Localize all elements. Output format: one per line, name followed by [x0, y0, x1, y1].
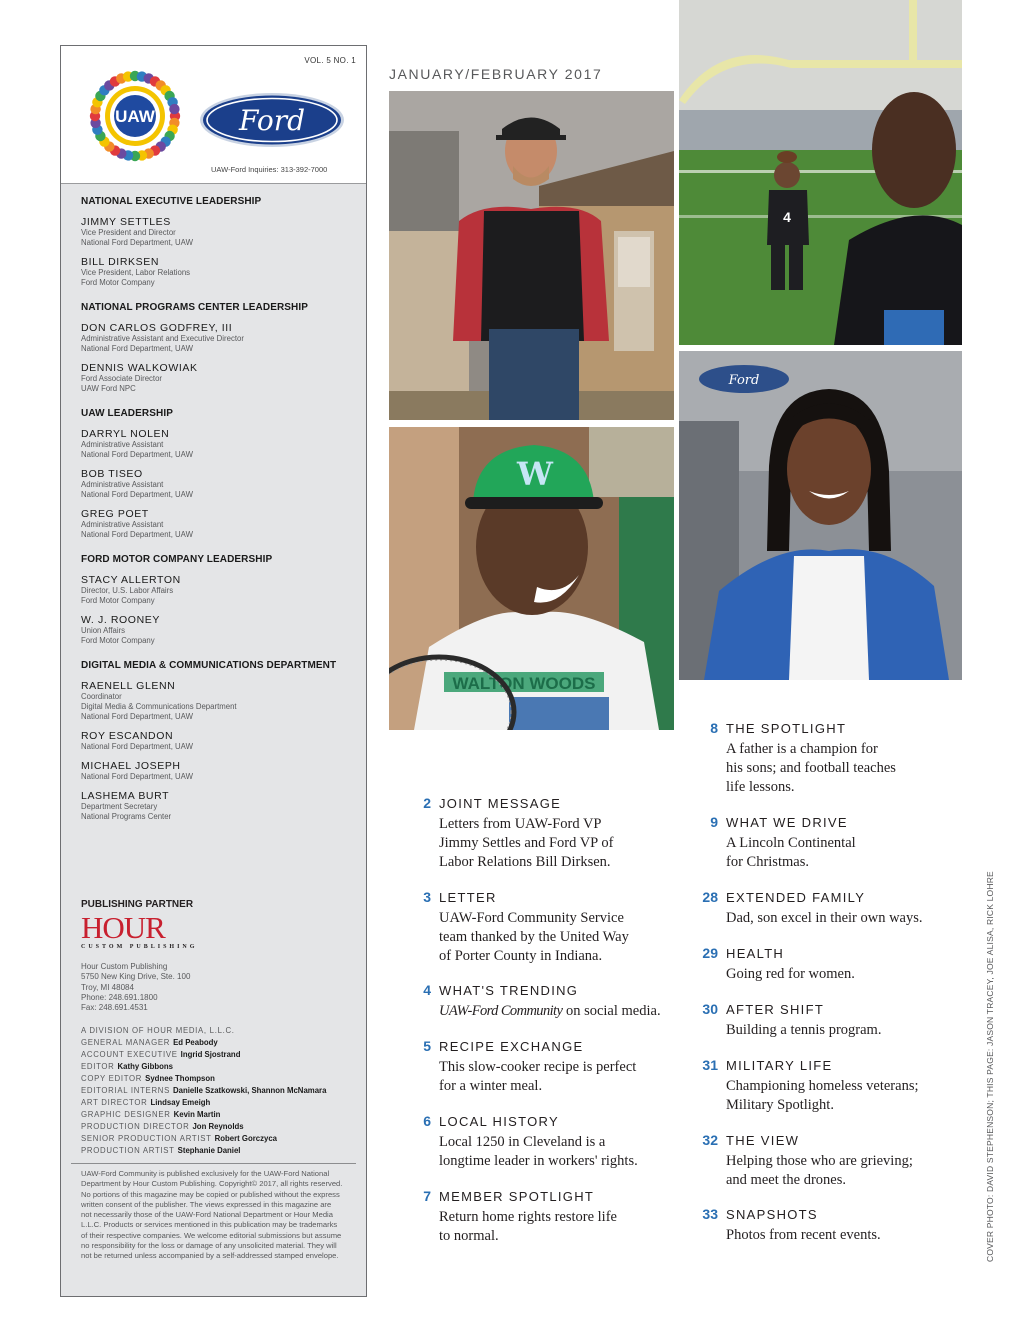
toc-description-line: life lessons. — [726, 779, 795, 795]
toc-description-line: team thanked by the United Way — [439, 929, 629, 945]
person-title-line: National Ford Department, UAW — [81, 712, 193, 721]
staff-role: GRAPHIC DESIGNER — [81, 1110, 171, 1119]
person-title-line: National Ford Department, UAW — [81, 450, 193, 459]
toc-page-number: 7 — [423, 1188, 431, 1204]
address-line: Fax: 248.691.4531 — [81, 1003, 148, 1013]
person-title-line: Ford Associate Director — [81, 374, 163, 383]
staff-name: Ingrid Sjostrand — [180, 1050, 241, 1059]
staff-role: COPY EDITOR — [81, 1074, 143, 1083]
staff-row — [81, 1133, 366, 1145]
toc-description-line: A father is a champion for — [726, 741, 878, 757]
staff-row — [81, 1061, 366, 1073]
person-title-line: Administrative Assistant — [81, 480, 164, 489]
person-name: JIMMY SETTLES — [81, 216, 171, 228]
jersey-number: 4 — [783, 209, 791, 225]
person-name: MICHAEL JOSEPH — [81, 760, 181, 772]
staff-role: A DIVISION OF HOUR MEDIA, L.L.C. — [81, 1026, 235, 1035]
toc-title: THE SPOTLIGHT — [726, 721, 847, 736]
toc-description-line: for a winter meal. — [439, 1078, 543, 1094]
toc-description — [439, 1002, 661, 1021]
address-line: Phone: 248.691.1800 — [81, 992, 158, 1002]
inquiries-phone: UAW-Ford Inquiries: 313-392-7000 — [211, 165, 328, 174]
masthead-section-heading: FORD MOTOR COMPANY LEADERSHIP — [81, 554, 273, 565]
staff-row — [81, 1049, 366, 1061]
toc-title: LETTER — [439, 890, 497, 905]
publisher-address — [81, 962, 190, 1013]
person-title-line: Department Secretary — [81, 802, 158, 811]
staff-role: PRODUCTION ARTIST — [81, 1146, 175, 1155]
toc-description-line: Military Spotlight. — [726, 1097, 834, 1113]
staff-name: Sydnee Thompson — [145, 1074, 215, 1083]
person-title-line: National Ford Department, UAW — [81, 772, 193, 781]
person-title-line: Administrative Assistant — [81, 520, 164, 529]
hour-logo-word: HOUR — [81, 910, 165, 945]
masthead-person — [81, 428, 361, 460]
toc-title: WHAT WE DRIVE — [726, 815, 848, 830]
toc-description-line: his sons; and football teaches — [726, 760, 896, 776]
person-title-line: Administrative Assistant and Executive Director — [81, 334, 244, 343]
staff-role: GENERAL MANAGER — [81, 1038, 171, 1047]
staff-row — [81, 1037, 366, 1049]
person-name: BOB TISEO — [81, 468, 143, 480]
person-title-line: National Ford Department, UAW — [81, 238, 193, 247]
toc-description — [439, 1208, 617, 1246]
toc-description-line: to normal. — [439, 1228, 499, 1244]
person-title-line: Digital Media & Communications Department — [81, 702, 237, 711]
cap-logo-text: W — [517, 455, 553, 493]
toc-page-number: 9 — [710, 814, 718, 830]
publication-name: UAW-Ford Community — [439, 1003, 563, 1019]
toc-description — [726, 1226, 881, 1245]
staff-role: EDITOR — [81, 1062, 115, 1071]
staff-name: Robert Gorczyca — [214, 1134, 277, 1143]
uaw-logo — [85, 66, 185, 166]
issue-date: JANUARY/FEBRUARY 2017 — [389, 66, 603, 82]
staff-name: Kathy Gibbons — [117, 1062, 173, 1071]
toc-description-line: Championing homeless veterans; — [726, 1078, 919, 1094]
toc-description — [726, 1021, 881, 1040]
toc-description — [439, 1058, 636, 1096]
staff-name: Jon Reynolds — [192, 1122, 244, 1131]
staff-role: EDITORIAL INTERNS — [81, 1086, 171, 1095]
ford-sign-text: Ford — [728, 373, 760, 388]
person-title-line: Vice President and Director — [81, 228, 176, 237]
person-title-line: National Ford Department, UAW — [81, 742, 193, 751]
photo-football-practice — [679, 0, 962, 345]
person-title-line: National Ford Department, UAW — [81, 344, 193, 353]
toc-description-line: A Lincoln Continental — [726, 835, 856, 851]
masthead-person — [81, 362, 361, 394]
person-name: DENNIS WALKOWIAK — [81, 362, 198, 374]
masthead-person — [81, 790, 361, 822]
person-title-line: National Ford Department, UAW — [81, 530, 193, 539]
volume-number: VOL. 5 NO. 1 — [304, 56, 356, 65]
toc-description-line: Going red for women. — [726, 966, 855, 982]
toc-description-line: Labor Relations Bill Dirksen. — [439, 854, 611, 870]
toc-title: JOINT MESSAGE — [439, 796, 562, 811]
person-name: BILL DIRKSEN — [81, 256, 160, 268]
toc-page-number: 8 — [710, 720, 718, 736]
toc-description-line: and meet the drones. — [726, 1172, 846, 1188]
shirt-text: WALTON WOODS — [452, 674, 596, 693]
staff-row — [81, 1145, 366, 1157]
toc-description-line: longtime leader in workers' rights. — [439, 1153, 638, 1169]
person-name: STACY ALLERTON — [81, 574, 181, 586]
photo-tennis-coach — [389, 427, 674, 730]
masthead-person — [81, 730, 361, 752]
toc-page-number: 4 — [423, 982, 431, 998]
toc-description-line: Return home rights restore life — [439, 1209, 617, 1225]
staff-row — [81, 1073, 366, 1085]
toc-title: LOCAL HISTORY — [439, 1114, 559, 1129]
toc-description — [726, 1152, 913, 1190]
toc-description — [439, 1133, 638, 1171]
staff-name: Lindsay Emeigh — [150, 1098, 211, 1107]
masthead-person — [81, 508, 361, 540]
person-name: DON CARLOS GODFREY, III — [81, 322, 233, 334]
hour-logo — [81, 910, 198, 950]
hour-logo-sub: CUSTOM PUBLISHING — [81, 944, 198, 950]
person-name: DARRYL NOLEN — [81, 428, 170, 440]
staff-row — [81, 1097, 366, 1109]
toc-title: THE VIEW — [726, 1133, 800, 1148]
toc-title: EXTENDED FAMILY — [726, 890, 866, 905]
person-name: RAENELL GLENN — [81, 680, 176, 692]
address-line: Hour Custom Publishing — [81, 962, 168, 971]
staff-role: ACCOUNT EXECUTIVE — [81, 1050, 178, 1059]
staff-row — [81, 1109, 366, 1121]
toc-title: SNAPSHOTS — [726, 1207, 818, 1222]
toc-description — [726, 1077, 919, 1115]
person-title-line: Coordinator — [81, 692, 122, 701]
person-name: ROY ESCANDON — [81, 730, 174, 742]
toc-description-line: for Christmas. — [726, 854, 809, 870]
toc-title: WHAT'S TRENDING — [439, 983, 579, 998]
toc-description — [439, 909, 629, 966]
person-title-line: National Ford Department, UAW — [81, 490, 193, 499]
person-name: GREG POET — [81, 508, 149, 520]
ford-logo — [199, 92, 345, 148]
masthead-person — [81, 322, 361, 354]
masthead-section-heading: NATIONAL EXECUTIVE LEADERSHIP — [81, 196, 262, 207]
ford-logo-text: Ford — [238, 104, 306, 137]
masthead-person — [81, 256, 361, 288]
toc-page-number: 30 — [702, 1001, 718, 1017]
publisher-staff — [81, 1025, 366, 1157]
staff-name: Stephanie Daniel — [177, 1146, 241, 1155]
masthead-person — [81, 468, 361, 500]
toc-description-line: Photos from recent events. — [726, 1227, 881, 1243]
person-title-line: Union Affairs — [81, 626, 126, 635]
toc-description-line: Helping those who are grieving; — [726, 1153, 913, 1169]
staff-row — [81, 1121, 366, 1133]
toc-description-line: Dad, son excel in their own ways. — [726, 910, 923, 926]
toc-description-line: Jimmy Settles and Ford VP of — [439, 835, 614, 851]
toc-title: MEMBER SPOTLIGHT — [439, 1189, 595, 1204]
toc-title: RECIPE EXCHANGE — [439, 1039, 584, 1054]
toc-description — [726, 965, 855, 984]
address-line: Troy, MI 48084 — [81, 982, 134, 992]
person-title-line: UAW Ford NPC — [81, 384, 136, 393]
person-name: W. J. ROONEY — [81, 614, 160, 626]
staff-role: PRODUCTION DIRECTOR — [81, 1122, 190, 1131]
divider — [71, 1163, 356, 1164]
staff-role: ART DIRECTOR — [81, 1098, 148, 1107]
logo-box — [61, 46, 366, 184]
person-name: LASHEMA BURT — [81, 790, 170, 802]
staff-row — [81, 1025, 366, 1037]
address-line: 5750 New King Drive, Ste. 100 — [81, 972, 191, 982]
toc-page-number: 3 — [423, 889, 431, 905]
toc-title: MILITARY LIFE — [726, 1058, 833, 1073]
toc-description — [439, 815, 613, 872]
legal-disclaimer: UAW-Ford Community is published exclusively for the UAW-Ford National Department by Hour Custom Publishing. Copyright© 2017, all rights reserved. No portions of this magazine may be copied or published without the express written consent of the publisher. The views expressed in this magazine are not necessarily those of the UAW-Ford National Department or Hour Media L.L.C. Products or services mentioned in this publication may be trademarks of their respective companies. We welcome editorial submissions but assume no responsibility for the loss or damage of any unsolicited material. They will not be returned unless accompanied by a self-addressed stamped envelope. — [81, 1169, 343, 1261]
staff-row — [81, 1085, 366, 1097]
toc-page-number: 28 — [702, 889, 718, 905]
toc-description-line: Building a tennis program. — [726, 1022, 882, 1038]
toc-description — [726, 909, 923, 928]
person-title-line: Ford Motor Company — [81, 278, 155, 287]
person-title-line: Administrative Assistant — [81, 440, 164, 449]
staff-role: SENIOR PRODUCTION ARTIST — [81, 1134, 212, 1143]
toc-page-number: 32 — [702, 1132, 718, 1148]
masthead-staff-list — [81, 196, 361, 830]
masthead-person — [81, 614, 361, 646]
photo-woman-portrait — [679, 351, 962, 680]
person-title-line: National Programs Center — [81, 812, 172, 821]
toc-description — [726, 834, 856, 872]
person-title-line: Ford Motor Company — [81, 596, 155, 605]
toc-description-line: This slow-cooker recipe is perfect — [439, 1059, 637, 1075]
toc-title: AFTER SHIFT — [726, 1002, 825, 1017]
toc-page-number: 31 — [702, 1057, 718, 1073]
toc-description-line: Letters from UAW-Ford VP — [439, 816, 602, 832]
toc-page-number: 5 — [423, 1038, 431, 1054]
publishing-partner-heading: PUBLISHING PARTNER — [81, 899, 194, 910]
toc-description — [726, 740, 896, 797]
staff-name: Danielle Szatkowski, Shannon McNamara — [173, 1086, 327, 1095]
person-title-line: Director, U.S. Labor Affairs — [81, 586, 174, 595]
staff-name: Ed Peabody — [173, 1038, 218, 1047]
masthead-panel — [60, 45, 367, 1297]
photo-man-by-sheds — [389, 91, 674, 420]
masthead-person — [81, 760, 361, 782]
masthead-section-heading: UAW LEADERSHIP — [81, 408, 173, 419]
toc-page-number: 6 — [423, 1113, 431, 1129]
toc-description-line: on social media. — [562, 1003, 661, 1019]
masthead-person — [81, 680, 361, 722]
toc-page-number: 29 — [702, 945, 718, 961]
toc-title: HEALTH — [726, 946, 785, 961]
masthead-person — [81, 216, 361, 248]
masthead-section-heading: DIGITAL MEDIA & COMMUNICATIONS DEPARTMENT — [81, 660, 337, 671]
toc-page-number: 33 — [702, 1206, 718, 1222]
masthead-person — [81, 574, 361, 606]
person-title-line: Ford Motor Company — [81, 636, 155, 645]
photo-credit: COVER PHOTO: DAVID STEPHENSON; THIS PAGE: JASON TRACEY, JOE ALISA, RICK LOHRE — [985, 871, 995, 1262]
staff-name: Kevin Martin — [173, 1110, 221, 1119]
toc-description-line: Local 1250 in Cleveland is a — [439, 1134, 606, 1150]
person-title-line: Vice President, Labor Relations — [81, 268, 191, 277]
masthead-section-heading: NATIONAL PROGRAMS CENTER LEADERSHIP — [81, 302, 309, 313]
toc-description-line: of Porter County in Indiana. — [439, 948, 603, 964]
uaw-logo-text: UAW — [115, 107, 155, 126]
toc-description-line: UAW-Ford Community Service — [439, 910, 624, 926]
toc-page-number: 2 — [423, 795, 431, 811]
